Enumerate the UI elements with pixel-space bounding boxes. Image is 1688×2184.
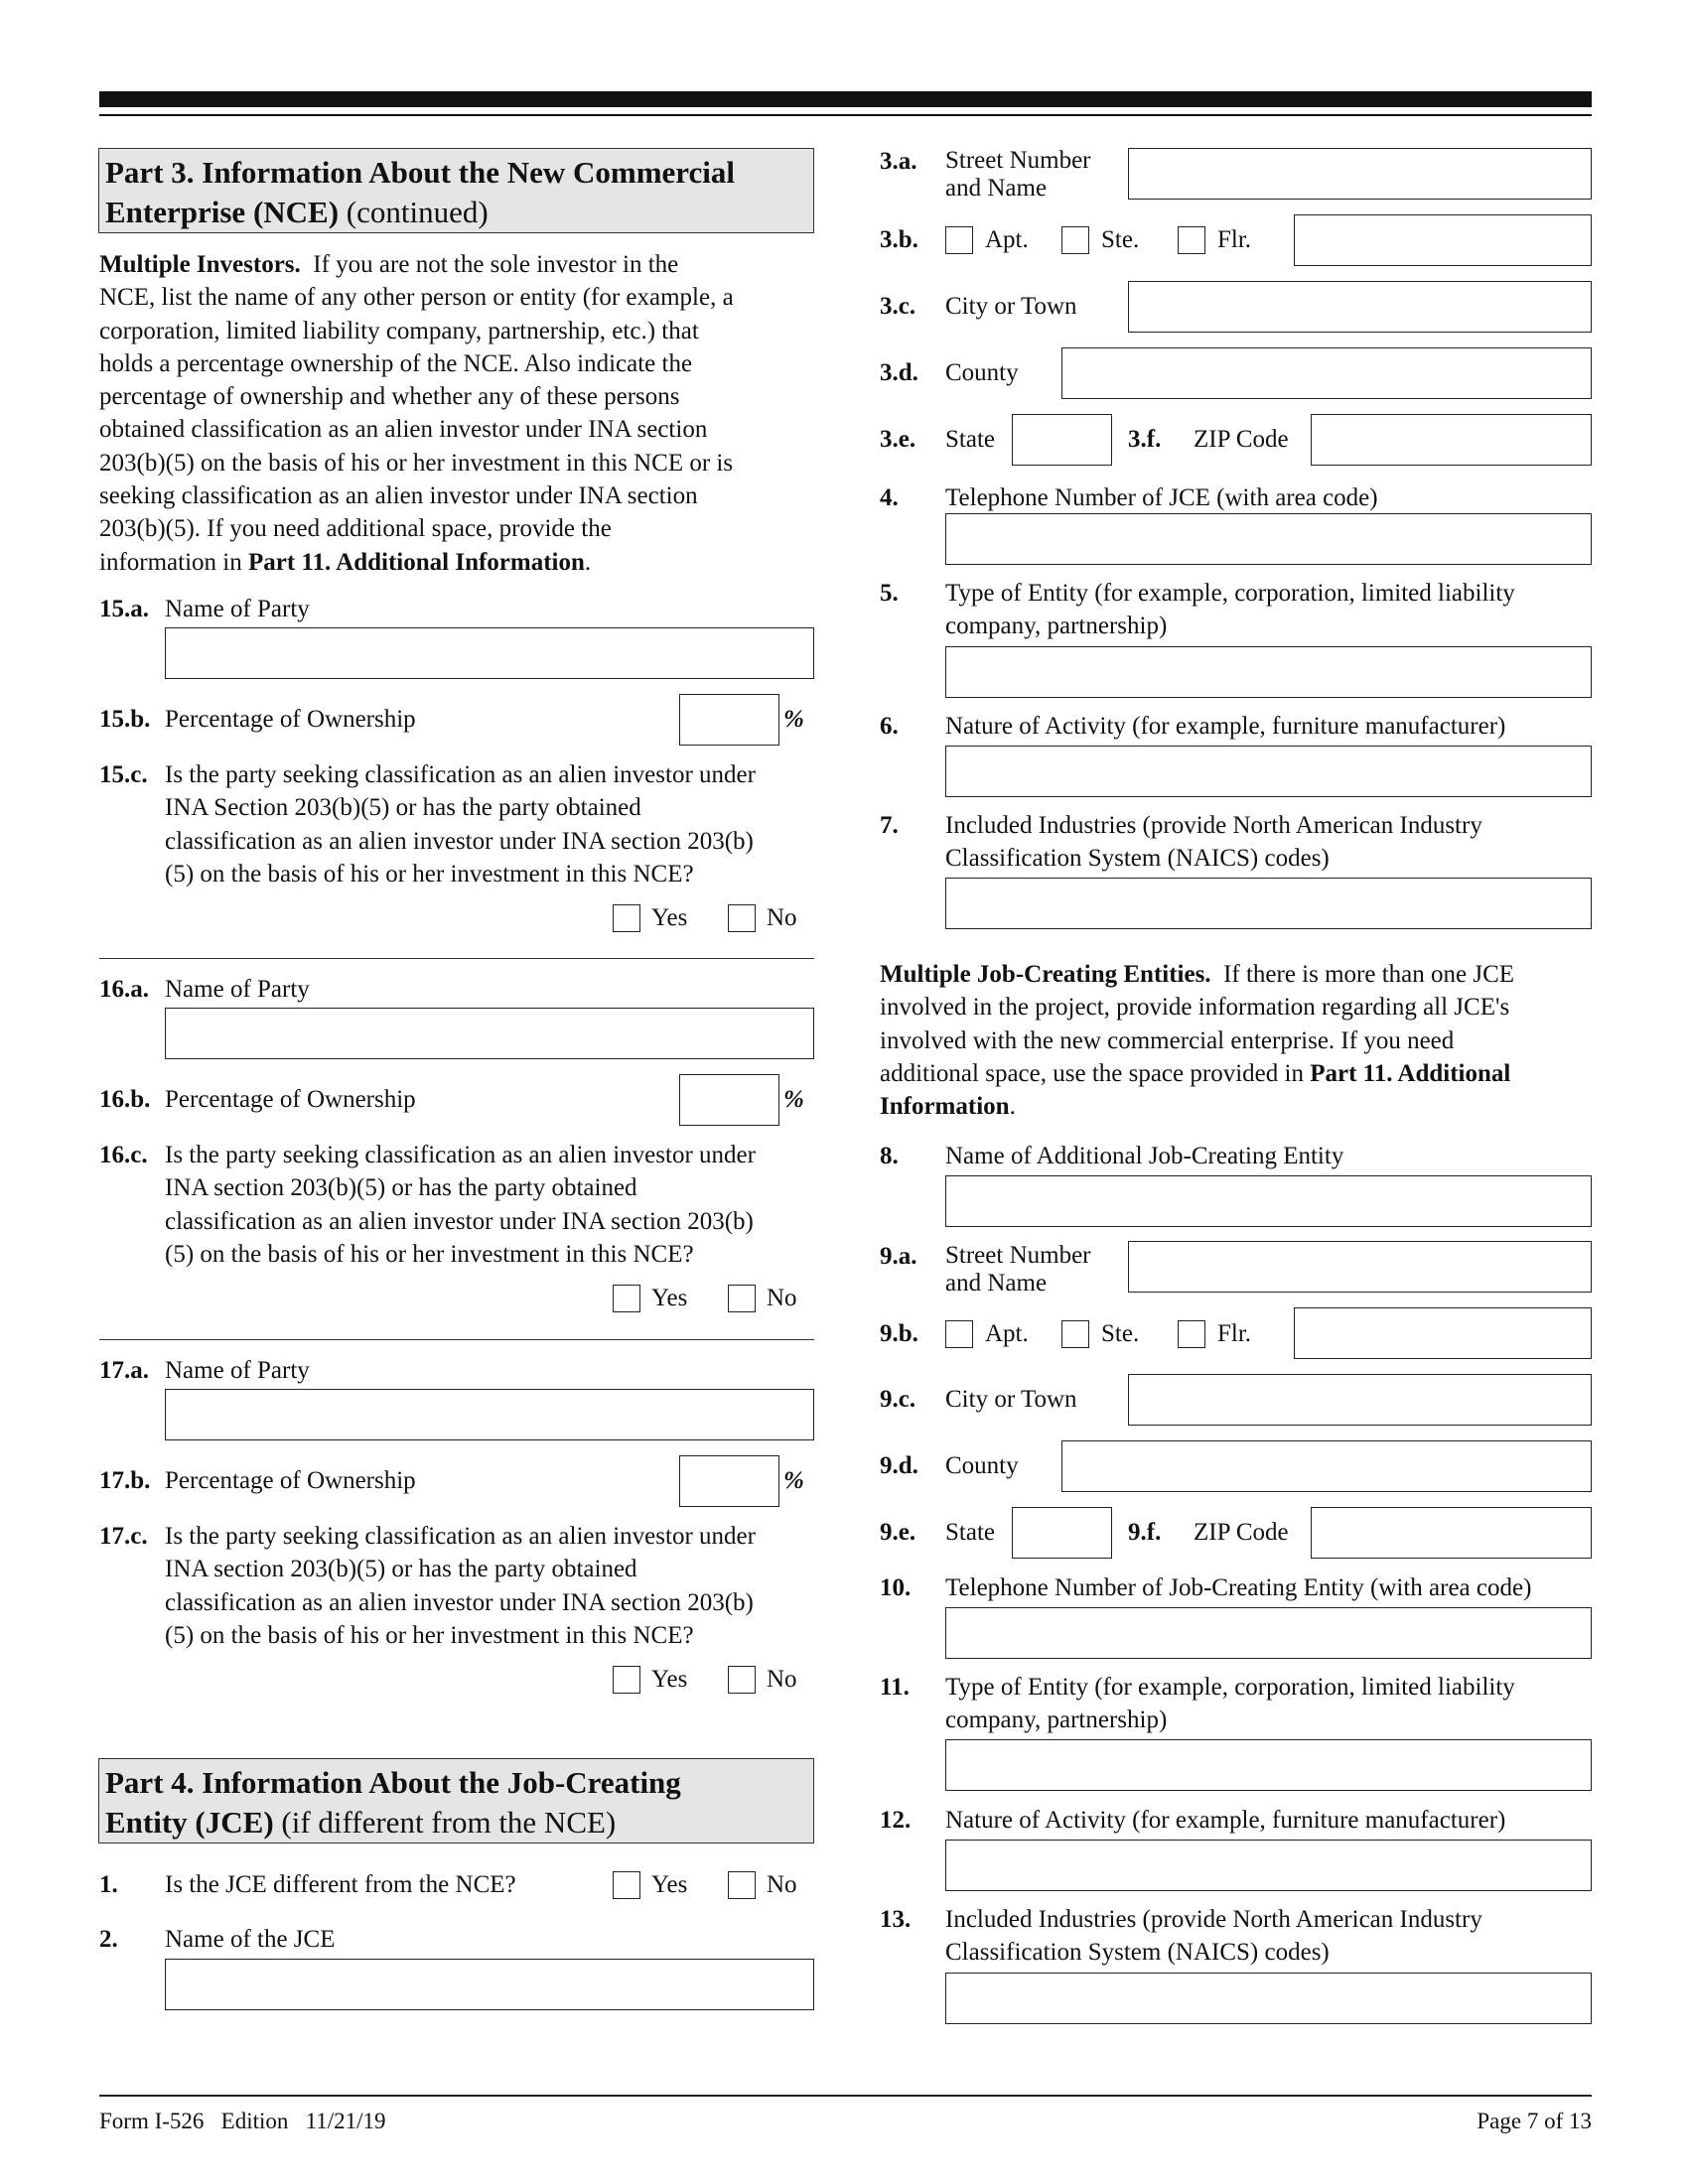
item-3e-number: 3.e. <box>880 426 916 453</box>
question-line: INA section 203(b)(5) or has the party obtained <box>165 1174 637 1202</box>
add-jce-industries-input[interactable] <box>945 1973 1592 2024</box>
item-6-number: 6. <box>880 713 899 740</box>
apt-label: Apt. <box>985 1320 1029 1347</box>
add-jce-zip-input[interactable] <box>1311 1507 1592 1559</box>
party-15-percentage-input[interactable] <box>679 694 779 746</box>
part3-heading-line2: Enterprise (NCE) <box>105 195 340 229</box>
party-16-no-checkbox[interactable] <box>728 1285 756 1312</box>
jce-unit-input[interactable] <box>1294 214 1592 266</box>
street-label-line: Street Number <box>945 1242 1091 1269</box>
add-jce-name-input[interactable] <box>945 1175 1592 1227</box>
no-label: No <box>767 1871 797 1898</box>
phone-label: Telephone Number of Job-Creating Entity (with area code) <box>945 1574 1532 1601</box>
question-line: classification as an alien investor under INA section 203(b) <box>165 1588 754 1616</box>
type-label-line: Type of Entity (for example, corporation, limited liability <box>945 1674 1515 1701</box>
party-16-name-input[interactable] <box>165 1008 814 1059</box>
party-17-name-input[interactable] <box>165 1389 814 1440</box>
item-9e-number: 9.e. <box>880 1519 916 1546</box>
add-jce-unit-input[interactable] <box>1294 1307 1592 1359</box>
type-label-line: company, partnership) <box>945 613 1168 640</box>
item-12-number: 12. <box>880 1807 912 1834</box>
item-16a-label: Name of Party <box>165 976 310 1003</box>
item-16c-question <box>165 1139 820 1271</box>
type-label-line: company, partnership) <box>945 1706 1168 1734</box>
instructions-part11-ref-cont: Information <box>880 1093 1010 1121</box>
industries-label <box>945 1903 1601 1970</box>
item-3b-number: 3.b. <box>880 226 918 253</box>
jce-street-input[interactable] <box>1128 148 1592 200</box>
add-jce-ste-checkbox[interactable] <box>1061 1320 1089 1348</box>
add-jce-entity-type-input[interactable] <box>945 1739 1592 1791</box>
question-line: (5) on the basis of his or her investment in this NCE? <box>165 1621 694 1649</box>
item-17c-number: 17.c. <box>99 1523 148 1550</box>
instructions-period: . <box>584 548 592 576</box>
multiple-jce-text: If there is more than one JCE <box>1223 961 1515 988</box>
industries-label <box>945 809 1601 876</box>
city-label: City or Town <box>945 1386 1077 1413</box>
divider <box>99 958 814 959</box>
type-label-line: Type of Entity (for example, corporation, limited liability <box>945 580 1515 607</box>
zip-label: ZIP Code <box>1194 426 1289 453</box>
instructions-line: involved with the new commercial enterprise. If you need <box>880 1026 1455 1054</box>
multiple-investors-label: Multiple Investors. <box>99 251 301 278</box>
item-3a-number: 3.a. <box>880 148 917 175</box>
yes-label: Yes <box>651 1666 688 1693</box>
item-7-number: 7. <box>880 812 899 839</box>
county-label: County <box>945 1452 1019 1479</box>
instructions-line: NCE, list the name of any other person or entity (for example, a <box>99 284 734 312</box>
add-jce-flr-checkbox[interactable] <box>1178 1320 1205 1348</box>
jce-different-no-checkbox[interactable] <box>728 1871 756 1899</box>
item-3c-number: 3.c. <box>880 293 916 320</box>
part4-heading-cont: (if different from the NCE) <box>281 1805 617 1840</box>
part3-heading <box>98 148 814 233</box>
top-thick-rule <box>99 91 1592 107</box>
industries-label-line: Classification System (NAICS) codes) <box>945 1939 1330 1967</box>
item-1-number: 1. <box>99 1871 118 1898</box>
no-label: No <box>767 1285 797 1311</box>
party-15-name-input[interactable] <box>165 627 814 679</box>
top-thin-rule <box>99 114 1592 116</box>
percent-sign: % <box>783 706 804 733</box>
instructions-line: seeking classification as an alien investor under INA section <box>99 482 698 510</box>
ste-label: Ste. <box>1101 226 1140 253</box>
jce-apt-checkbox[interactable] <box>945 226 973 254</box>
street-label-line: and Name <box>945 1270 1048 1297</box>
part3-heading-cont: (continued) <box>346 195 489 229</box>
part4-heading-line1: Part 4. Information About the Job-Creating <box>105 1765 681 1800</box>
footer-rule <box>99 2095 1592 2097</box>
question-line: (5) on the basis of his or her investment in this NCE? <box>165 1240 694 1268</box>
add-jce-state-select[interactable] <box>1012 1507 1112 1559</box>
state-label: State <box>945 1519 995 1546</box>
instructions-part11-ref: Part 11. Additional <box>1310 1059 1511 1087</box>
item-16b-number: 16.b. <box>99 1086 151 1113</box>
jce-industries-input[interactable] <box>945 878 1592 929</box>
jce-flr-checkbox[interactable] <box>1178 226 1205 254</box>
no-label: No <box>767 1666 797 1693</box>
item-9f-number: 9.f. <box>1128 1519 1162 1546</box>
party-16-percentage-input[interactable] <box>679 1074 779 1126</box>
question-line: Is the party seeking classification as an alien investor under <box>165 1523 756 1550</box>
instructions-part11-ref: Part 11. Additional Information <box>247 548 585 576</box>
add-jce-name-label: Name of Additional Job-Creating Entity <box>945 1143 1344 1169</box>
phone-label: Telephone Number of JCE (with area code) <box>945 484 1378 511</box>
party-15-yes-checkbox[interactable] <box>613 904 640 932</box>
flr-label: Flr. <box>1217 1320 1252 1347</box>
question-line: classification as an alien investor under INA section 203(b) <box>165 827 754 855</box>
jce-entity-type-input[interactable] <box>945 646 1592 698</box>
instructions-line: percentage of ownership and whether any of these persons <box>99 383 680 411</box>
question-line: classification as an alien investor under INA section 203(b) <box>165 1207 754 1235</box>
item-15b-label: Percentage of Ownership <box>165 706 416 733</box>
item-2-label: Name of the JCE <box>165 1926 336 1953</box>
item-13-number: 13. <box>880 1906 912 1933</box>
instructions-line: 203(b)(5) on the basis of his or her investment in this NCE or is <box>99 449 734 477</box>
item-1-label: Is the JCE different from the NCE? <box>165 1871 516 1898</box>
instructions-period: . <box>1009 1093 1016 1121</box>
city-label: City or Town <box>945 293 1077 320</box>
item-3a-label <box>945 147 1090 203</box>
type-label <box>945 1671 1601 1737</box>
instructions-line: involved in the project, provide information regarding all JCE's <box>880 994 1510 1022</box>
question-line: Is the party seeking classification as an alien investor under <box>165 1142 756 1168</box>
item-4-number: 4. <box>880 484 899 511</box>
jce-zip-input[interactable] <box>1311 414 1592 466</box>
multiple-investors-text: If you are not the sole investor in the <box>313 251 679 278</box>
county-label: County <box>945 359 1019 386</box>
part4-heading-line2: Entity (JCE) <box>105 1805 274 1840</box>
yes-label: Yes <box>651 1871 688 1898</box>
zip-label: ZIP Code <box>1194 1519 1289 1546</box>
divider <box>99 1339 814 1340</box>
part3-heading-line1: Part 3. Information About the New Commercial <box>105 155 735 190</box>
add-jce-county-input[interactable] <box>1061 1440 1592 1492</box>
industries-label-line: Included Industries (provide North American Industry <box>945 812 1482 839</box>
jce-different-yes-checkbox[interactable] <box>613 1871 640 1899</box>
jce-county-input[interactable] <box>1061 347 1592 399</box>
instructions-line: 203(b)(5). If you need additional space, provide the <box>99 515 612 543</box>
add-jce-nature-input[interactable] <box>945 1840 1592 1891</box>
multiple-investors-instructions <box>99 248 814 579</box>
item-16b-label: Percentage of Ownership <box>165 1086 416 1113</box>
apt-label: Apt. <box>985 226 1029 253</box>
item-15a-number: 15.a. <box>99 596 149 622</box>
jce-state-select[interactable] <box>1012 414 1112 466</box>
item-17a-label: Name of Party <box>165 1357 310 1384</box>
item-9c-number: 9.c. <box>880 1386 916 1413</box>
party-17-no-checkbox[interactable] <box>728 1666 756 1694</box>
instructions-last-prefix: information in <box>99 548 242 576</box>
jce-ste-checkbox[interactable] <box>1061 226 1089 254</box>
nature-label: Nature of Activity (for example, furniture manufacturer) <box>945 1807 1506 1834</box>
item-3d-number: 3.d. <box>880 359 918 386</box>
jce-name-input[interactable] <box>165 1959 814 2010</box>
question-line: (5) on the basis of his or her investment in this NCE? <box>165 860 694 887</box>
footer-form-edition: Form I-526 Edition 11/21/19 <box>99 2109 386 2133</box>
add-jce-apt-checkbox[interactable] <box>945 1320 973 1348</box>
footer-page-number: Page 7 of 13 <box>1477 2109 1592 2133</box>
question-line: INA section 203(b)(5) or has the party obtained <box>165 1556 637 1583</box>
item-10-number: 10. <box>880 1574 912 1601</box>
nature-label: Nature of Activity (for example, furniture manufacturer) <box>945 713 1506 740</box>
item-16a-number: 16.a. <box>99 976 149 1003</box>
item-17b-number: 17.b. <box>99 1467 151 1494</box>
item-5-number: 5. <box>880 580 899 607</box>
add-jce-phone-input[interactable] <box>945 1607 1592 1659</box>
multiple-jce-instructions <box>880 958 1595 1123</box>
type-label <box>945 577 1601 643</box>
item-9b-number: 9.b. <box>880 1320 918 1347</box>
item-17a-number: 17.a. <box>99 1357 149 1384</box>
item-11-number: 11. <box>880 1674 910 1701</box>
percent-sign: % <box>783 1086 804 1113</box>
ste-label: Ste. <box>1101 1320 1140 1347</box>
add-jce-city-input[interactable] <box>1128 1374 1592 1426</box>
industries-label-line: Included Industries (provide North American Industry <box>945 1906 1482 1933</box>
item-3f-number: 3.f. <box>1128 426 1162 453</box>
party-15-no-checkbox[interactable] <box>728 904 756 932</box>
item-8-number: 8. <box>880 1143 899 1169</box>
party-17-percentage-input[interactable] <box>679 1455 779 1507</box>
jce-city-input[interactable] <box>1128 281 1592 333</box>
street-label-line: Street Number <box>945 147 1091 174</box>
no-label: No <box>767 904 797 931</box>
party-16-yes-checkbox[interactable] <box>613 1285 640 1312</box>
question-line: Is the party seeking classification as an alien investor under <box>165 761 756 788</box>
item-9a-label <box>945 1242 1090 1297</box>
instructions-last-prefix: additional space, use the space provided in <box>880 1059 1304 1087</box>
item-16c-number: 16.c. <box>99 1142 148 1168</box>
question-line: INA Section 203(b)(5) or has the party obtained <box>165 794 641 822</box>
part4-heading <box>98 1758 814 1843</box>
item-15c-number: 15.c. <box>99 761 148 788</box>
yes-label: Yes <box>651 904 688 931</box>
item-17c-question <box>165 1520 820 1652</box>
instructions-line: corporation, limited liability company, partnership, etc.) that <box>99 317 699 344</box>
item-15a-label: Name of Party <box>165 596 310 622</box>
state-label: State <box>945 426 995 453</box>
add-jce-street-input[interactable] <box>1128 1241 1592 1293</box>
item-2-number: 2. <box>99 1926 118 1953</box>
street-label-line: and Name <box>945 175 1048 202</box>
yes-label: Yes <box>651 1285 688 1311</box>
instructions-line: holds a percentage ownership of the NCE. Also indicate the <box>99 349 693 377</box>
item-9a-number: 9.a. <box>880 1243 917 1270</box>
item-17b-label: Percentage of Ownership <box>165 1467 416 1494</box>
item-9d-number: 9.d. <box>880 1452 918 1479</box>
industries-label-line: Classification System (NAICS) codes) <box>945 845 1330 873</box>
party-17-yes-checkbox[interactable] <box>613 1666 640 1694</box>
percent-sign: % <box>783 1467 804 1494</box>
instructions-line: obtained classification as an alien investor under INA section <box>99 416 708 444</box>
jce-phone-input[interactable] <box>945 513 1592 565</box>
multiple-jce-label: Multiple Job-Creating Entities. <box>880 961 1211 988</box>
flr-label: Flr. <box>1217 226 1252 253</box>
item-15c-question <box>165 758 820 890</box>
jce-nature-input[interactable] <box>945 746 1592 797</box>
item-15b-number: 15.b. <box>99 706 151 733</box>
